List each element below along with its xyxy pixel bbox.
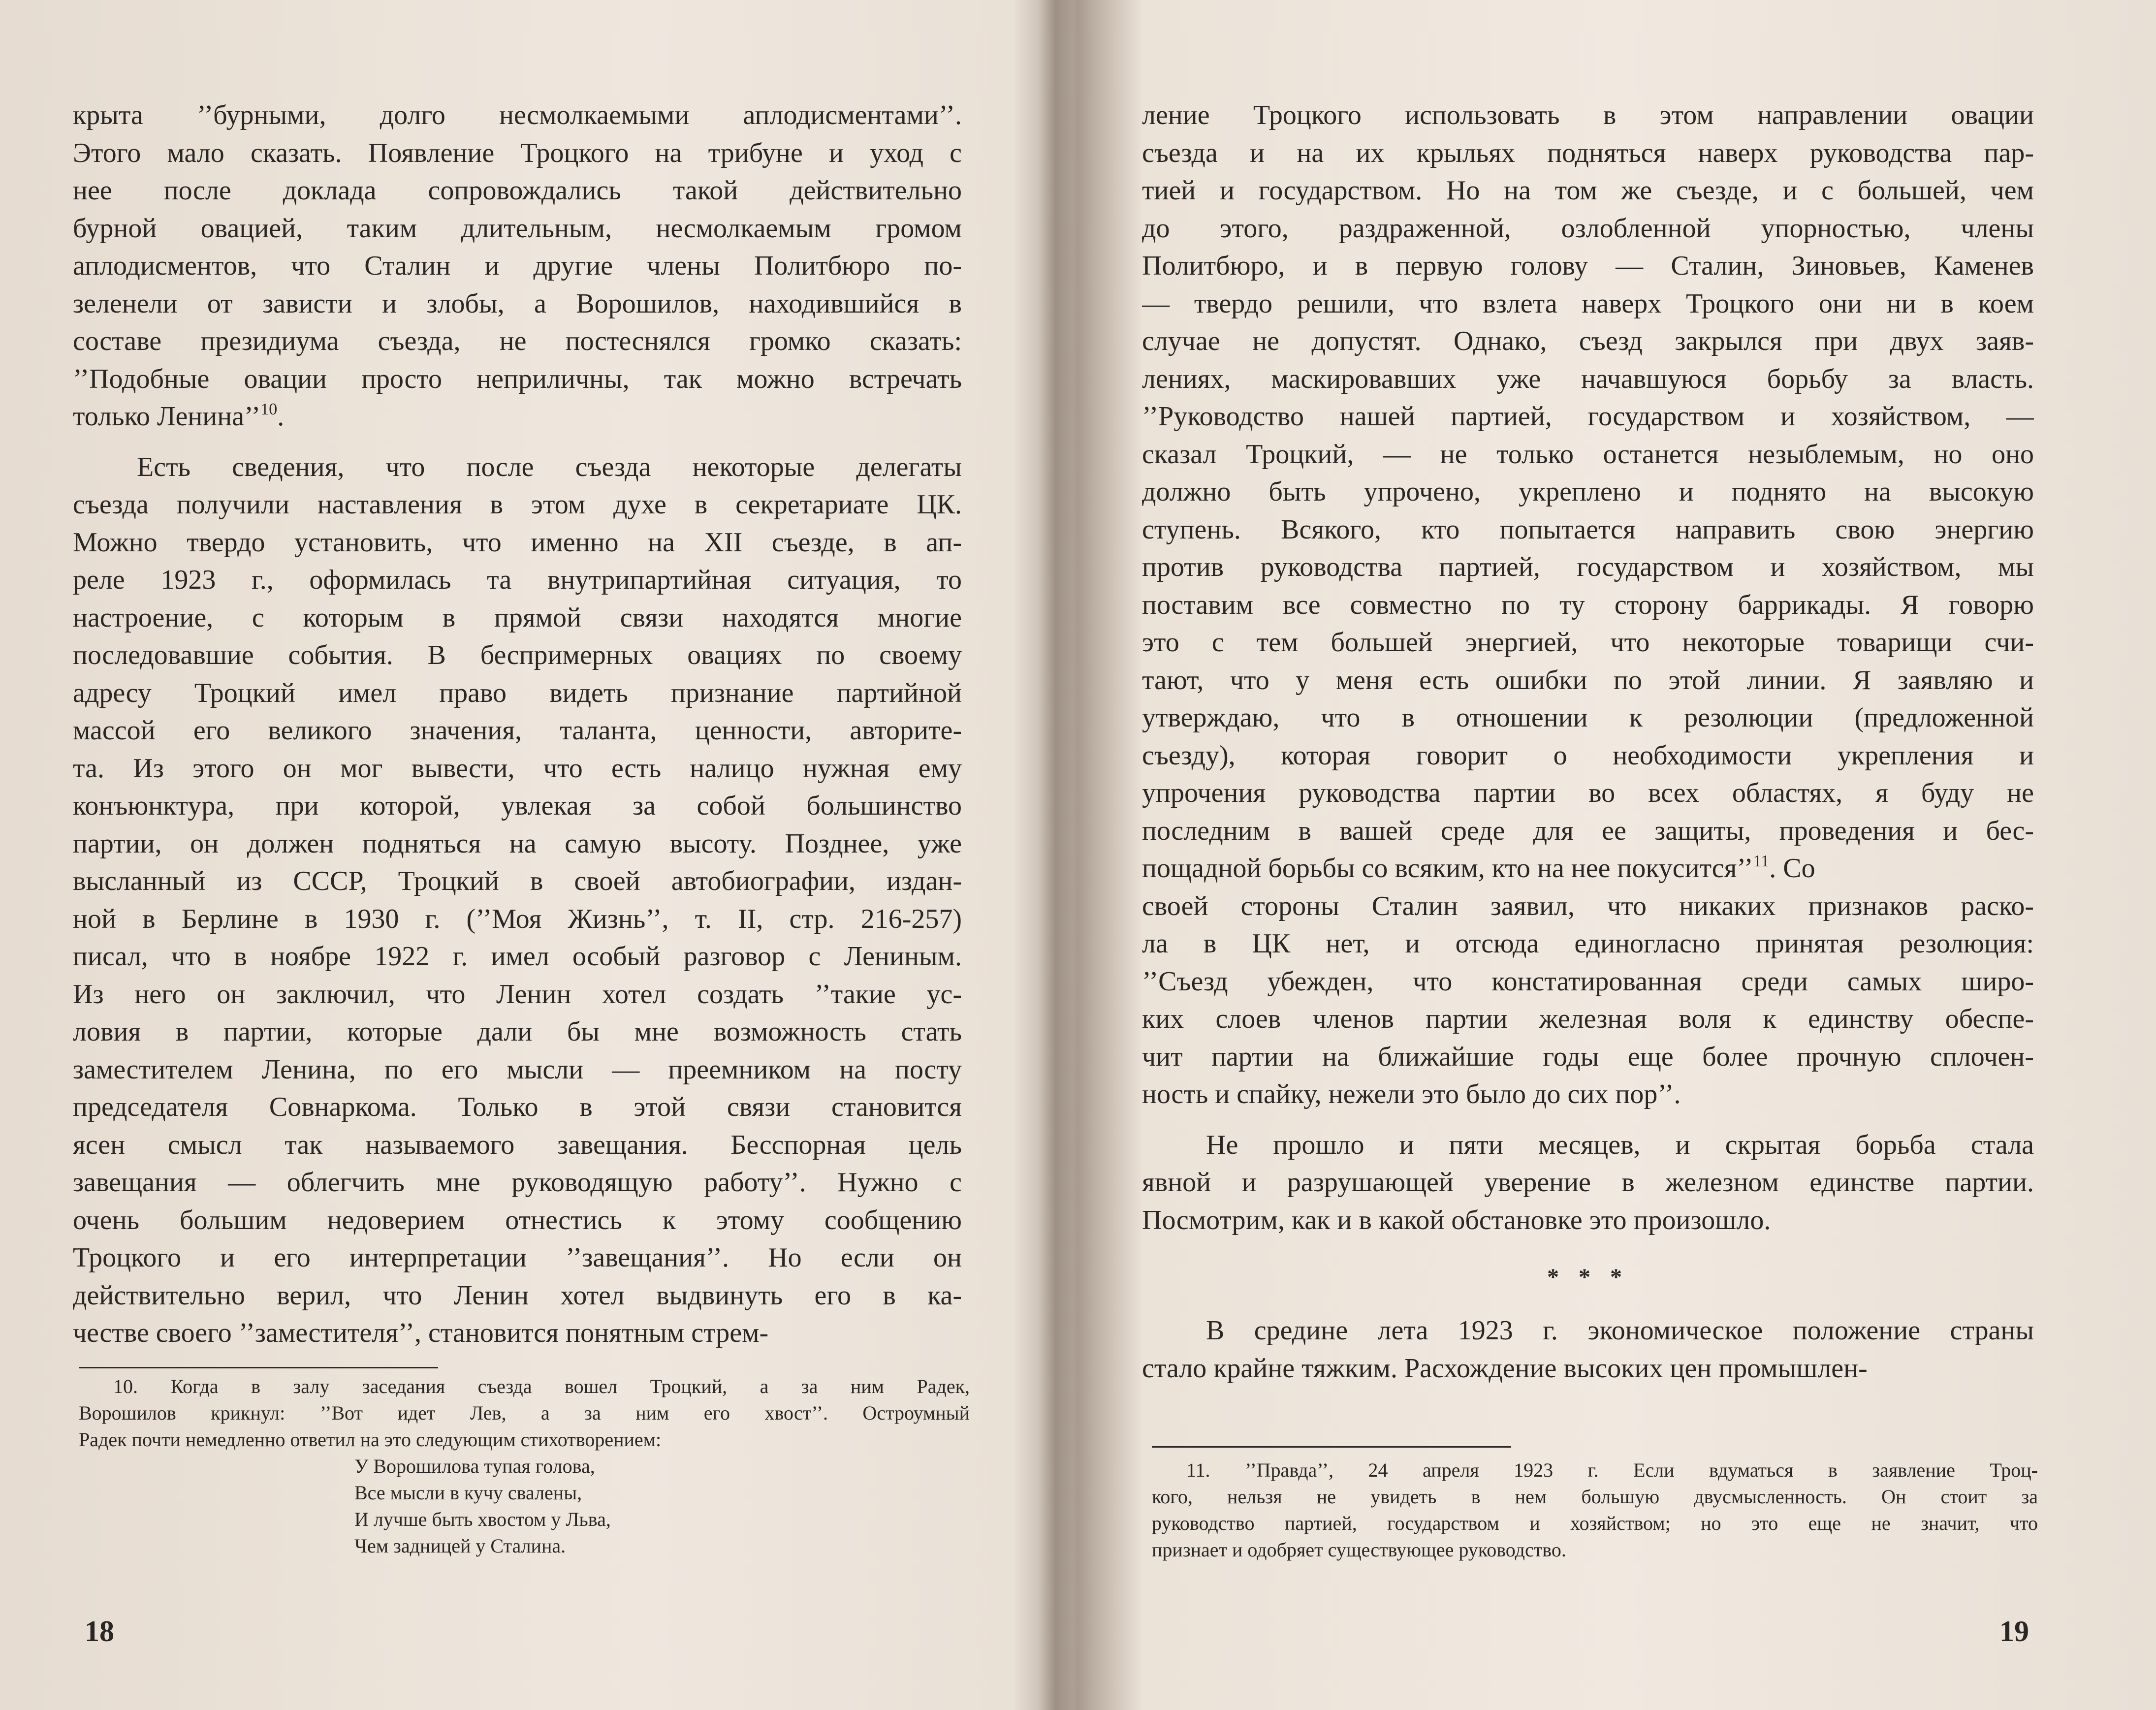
footnote-line: руководство партией, государством и хозяйством; но это еще не значит, что	[1152, 1512, 2038, 1534]
line-text: Можно твердо установить, что именно на XII съезде, в ап-	[73, 527, 962, 558]
text-line	[73, 524, 962, 562]
line-text: массой его великого значения, таланта, ценности, авторите-	[73, 715, 962, 746]
line-text: Этого мало сказать. Появление Троцкого на трибуне и уход с	[73, 137, 962, 168]
line-text: чит партии на ближайшие годы еще более прочную сплочен-	[1142, 1041, 2034, 1072]
line-text: стало крайне тяжким. Расхождение высоких цен промышлен-	[1142, 1353, 1868, 1384]
text-line	[73, 1239, 962, 1277]
line-text: действительно верил, что Ленин хотел выдвинуть его в ка-	[73, 1280, 962, 1311]
text-line	[73, 486, 962, 524]
line-text: должно быть упрочено, укреплено и поднято на высокую	[1142, 476, 2034, 507]
line-text: ловия в партии, которые дали бы мне возможность стать	[73, 1016, 962, 1047]
footnote-line: Ворошилов крикнул: ’’Вот идет Лев, а за ним его хвост’’. Остроумный	[79, 1402, 970, 1424]
text-line	[1142, 398, 2034, 436]
text-line	[1142, 511, 2034, 549]
line-text: высланный из СССР, Троцкий в своей автобиографии, издан-	[73, 866, 962, 896]
text-line	[1142, 134, 2034, 172]
right-footnote	[1152, 1457, 2038, 1563]
line-text: утверждаю, что в отношении к резолюции (предложенной	[1142, 702, 2034, 733]
text-line	[73, 561, 962, 599]
text-line	[73, 448, 962, 486]
line-text: очень большим недоверием отнестись к этому сообщению	[73, 1204, 962, 1235]
text-line	[73, 862, 962, 900]
text-line	[73, 1051, 962, 1089]
line-text: своей стороны Сталин заявил, что никаких признаков раско-	[1142, 890, 2034, 921]
text-line	[73, 322, 962, 360]
text-line	[1142, 247, 2034, 285]
verse-line: И лучше быть хвостом у Льва,	[354, 1508, 611, 1530]
text-line	[1142, 1312, 2034, 1350]
line-text: явной и разрушающей уверение в железном единстве партии.	[1142, 1167, 2034, 1198]
line-text: тией и государством. Но на том же съезде, и с большей, чем	[1142, 175, 2034, 206]
text-line	[1142, 887, 2034, 925]
text-line	[73, 96, 962, 134]
footnote-line: кого, нельзя не увидеть в нем большую двусмысленность. Он стоит за	[1152, 1486, 2038, 1508]
line-text-end: .	[277, 401, 285, 432]
line-text: крыта ’’бурными, долго несмолкаемыми аплодисментами’’.	[73, 100, 962, 130]
line-text: партии, он должен подняться на самую высоту. Позднее, уже	[73, 828, 962, 859]
text-line	[1142, 699, 2034, 737]
text-line	[73, 976, 962, 1013]
line-text: до этого, раздраженной, озлобленной упорностью, члены	[1142, 213, 2034, 244]
text-line	[73, 825, 962, 863]
text-line	[1142, 322, 2034, 360]
line-text: против руководства партией, государством и хозяйством, мы	[1142, 552, 2034, 582]
text-line	[73, 1164, 962, 1202]
line-text: — твердо решили, что взлета наверх Троцкого они ни в коем	[1142, 288, 2034, 319]
line-text: Политбюро, и в первую голову — Сталин, Зиновьев, Каменев	[1142, 251, 2034, 281]
line-text: сказал Троцкий, — не только останется незыблемым, но оно	[1142, 439, 2034, 470]
line-text: ’’Подобные овации просто неприличны, так можно встречать	[73, 363, 962, 394]
line-text: адресу Троцкий имел право видеть признание партийной	[73, 677, 962, 708]
line-text: съезду), которая говорит о необходимости укрепления и	[1142, 740, 2034, 771]
line-text: ких слоев членов партии железная воля к единству обеспе-	[1142, 1004, 2034, 1034]
text-line	[73, 938, 962, 976]
footnote-reference: 11	[1753, 852, 1770, 870]
text-line	[1142, 1000, 2034, 1038]
line-text: заместителем Ленина, по его мысли — преемником на посту	[73, 1054, 962, 1085]
text-line	[73, 1126, 962, 1164]
line-text: случае не допустят. Однако, съезд закрылся при двух заяв-	[1142, 326, 2034, 356]
verse-line: У Ворошилова тупая голова,	[354, 1455, 595, 1477]
line-text-end: . Со	[1769, 853, 1815, 884]
line-text: упрочения руководства партии во всех областях, я буду не	[1142, 778, 2034, 808]
line-text: В средине лета 1923 г. экономическое положение страны	[1206, 1315, 2034, 1346]
verse-line: Чем задницей у Сталина.	[354, 1535, 566, 1557]
text-line	[73, 1277, 962, 1315]
right-page-body-text	[1142, 96, 2034, 1387]
line-text: ление Троцкого использовать в этом направлении овации	[1142, 100, 2034, 130]
line-text: составе президиума съезда, не постеснялся громко сказать:	[73, 326, 962, 356]
left-footnote-rule	[79, 1367, 438, 1368]
line-text: поставим все совместно по ту сторону баррикады. Я говорю	[1142, 589, 2034, 620]
left-page	[0, 0, 1048, 1710]
line-text: Троцкого и его интерпретации ’’завещания’’. Но если он	[73, 1242, 962, 1273]
line-text: съезда получили наставления в этом духе в секретариате ЦК.	[73, 489, 962, 520]
text-line	[1142, 96, 2034, 134]
line-text: Не прошло и пяти месяцев, и скрытая борьба стала	[1206, 1129, 2034, 1160]
line-text: ность и спайку, нежели это было до сих пор’’.	[1142, 1079, 1681, 1109]
left-page-number: 18	[85, 1615, 114, 1647]
text-line	[1142, 850, 2034, 887]
text-line	[73, 750, 962, 788]
verse-line: Все мысли в кучу свалены,	[354, 1482, 582, 1504]
text-line	[73, 636, 962, 674]
text-line	[73, 1202, 962, 1239]
line-text: последовавшие события. В беспримерных овациях по своему	[73, 640, 962, 670]
text-line	[73, 599, 962, 637]
text-line	[73, 172, 962, 210]
text-line	[1142, 473, 2034, 511]
text-line	[1142, 662, 2034, 699]
text-line	[73, 712, 962, 750]
text-line	[73, 1088, 962, 1126]
text-line	[1142, 963, 2034, 1001]
text-line	[73, 1013, 962, 1051]
text-line	[1142, 436, 2034, 474]
footnote-line: Радек почти немедленно ответил на это следующим стихотворением:	[79, 1428, 662, 1451]
text-line	[1142, 1038, 2034, 1076]
line-text: лениях, маскировавших уже начавшуюся борьбу за власть.	[1142, 363, 2034, 394]
text-line	[1142, 586, 2034, 624]
left-page-body-text	[73, 96, 962, 1352]
text-line	[1142, 737, 2034, 775]
right-page-number: 19	[1999, 1615, 2029, 1647]
text-line	[1142, 925, 2034, 963]
section-separator: * * *	[1547, 1264, 1629, 1290]
line-text: конъюнктура, при которой, увлекая за собой большинство	[73, 791, 962, 821]
text-line	[1142, 210, 2034, 248]
line-text: ла в ЦК нет, и отсюда единогласно принятая резолюция:	[1142, 928, 2034, 959]
line-text: ’’Съезд убежден, что констатированная среди самых широ-	[1142, 966, 2034, 997]
text-line	[1142, 1350, 2034, 1388]
text-line	[73, 1314, 962, 1352]
text-line	[73, 134, 962, 172]
footnote-line: признает и одобряет существующее руководство.	[1152, 1539, 1566, 1561]
left-footnote	[79, 1373, 970, 1559]
text-line	[1142, 774, 2034, 812]
line-text: нее после доклада сопровождались такой действительно	[73, 175, 962, 206]
footnote-reference: 10	[260, 400, 278, 418]
line-text: реле 1923 г., оформилась та внутрипартийная ситуация, то	[73, 565, 962, 595]
line-text: Посмотрим, как и в какой обстановке это произошло.	[1142, 1204, 1771, 1235]
line-text: бурной овацией, таким длительным, несмолкаемым громом	[73, 213, 962, 244]
line-text: съезда и на их крыльях подняться наверх руководства пар-	[1142, 137, 2034, 168]
right-footnote-rule	[1152, 1446, 1511, 1448]
footnote-line: 10. Когда в залу заседания съезда вошел Троцкий, а за ним Радек,	[113, 1375, 970, 1397]
line-text: председателя Совнаркома. Только в этой связи становится	[73, 1092, 962, 1122]
text-line	[1142, 172, 2034, 210]
text-line	[1142, 285, 2034, 323]
text-line	[1142, 1076, 2034, 1113]
right-page	[1078, 0, 2156, 1710]
text-line	[1142, 624, 2034, 662]
line-text: ’’Руководство нашей партией, государством и хозяйством, —	[1142, 401, 2034, 432]
text-line	[73, 900, 962, 938]
text-line	[1142, 1164, 2034, 1202]
line-text: честве своего ’’заместителя’’, становится понятным стрем-	[73, 1318, 769, 1348]
line-text: та. Из этого он мог вывести, что есть налицо нужная ему	[73, 753, 962, 784]
line-text: ясен смысл так называемого завещания. Бесспорная цель	[73, 1129, 962, 1160]
line-text: писал, что в ноябре 1922 г. имел особый разговор с Лениным.	[73, 941, 962, 972]
line-text: аплодисментов, что Сталин и другие члены Политбюро по-	[73, 251, 962, 281]
text-line	[1142, 812, 2034, 850]
text-line	[73, 247, 962, 285]
line-text: это с тем большей энергией, что некоторые товарищи счи-	[1142, 627, 2034, 658]
text-line	[73, 398, 962, 436]
paragraph-gap	[73, 436, 962, 448]
text-line	[73, 674, 962, 712]
text-line	[73, 360, 962, 398]
text-line	[73, 210, 962, 248]
text-line	[73, 787, 962, 825]
text-line	[1142, 548, 2034, 586]
line-text: Из него он заключил, что Ленин хотел создать ’’такие ус-	[73, 979, 962, 1010]
line-text: ной в Берлине в 1930 г. (’’Моя Жизнь’’, т. II, стр. 216-257)	[73, 903, 962, 934]
text-line	[73, 285, 962, 323]
paragraph-gap	[1142, 1113, 2034, 1126]
line-text: последним в вашей среде для ее защиты, проведения и бес-	[1142, 815, 2034, 846]
line-text: Есть сведения, что после съезда некоторые делегаты	[137, 451, 962, 482]
footnote-line: 11. ’’Правда’’, 24 апреля 1923 г. Если вдуматься в заявление Троц-	[1186, 1459, 2038, 1481]
text-line	[1142, 1126, 2034, 1164]
line-text: настроение, с которым в прямой связи находятся многие	[73, 602, 962, 633]
line-text: ступень. Всякого, кто попытается направить свою энергию	[1142, 514, 2034, 545]
line-text: тают, что у меня есть ошибки по этой линии. Я заявляю и	[1142, 665, 2034, 696]
line-text: пощадной борьбы со всяким, кто на нее покусится’’	[1142, 853, 1753, 884]
text-line	[1142, 360, 2034, 398]
line-text: только Ленина’’	[73, 401, 261, 432]
line-text: зеленели от зависти и злобы, а Ворошилов, находившийся в	[73, 288, 962, 319]
line-text: завещания — облегчить мне руководящую работу’’. Нужно с	[73, 1167, 962, 1198]
text-line	[1142, 1202, 2034, 1239]
